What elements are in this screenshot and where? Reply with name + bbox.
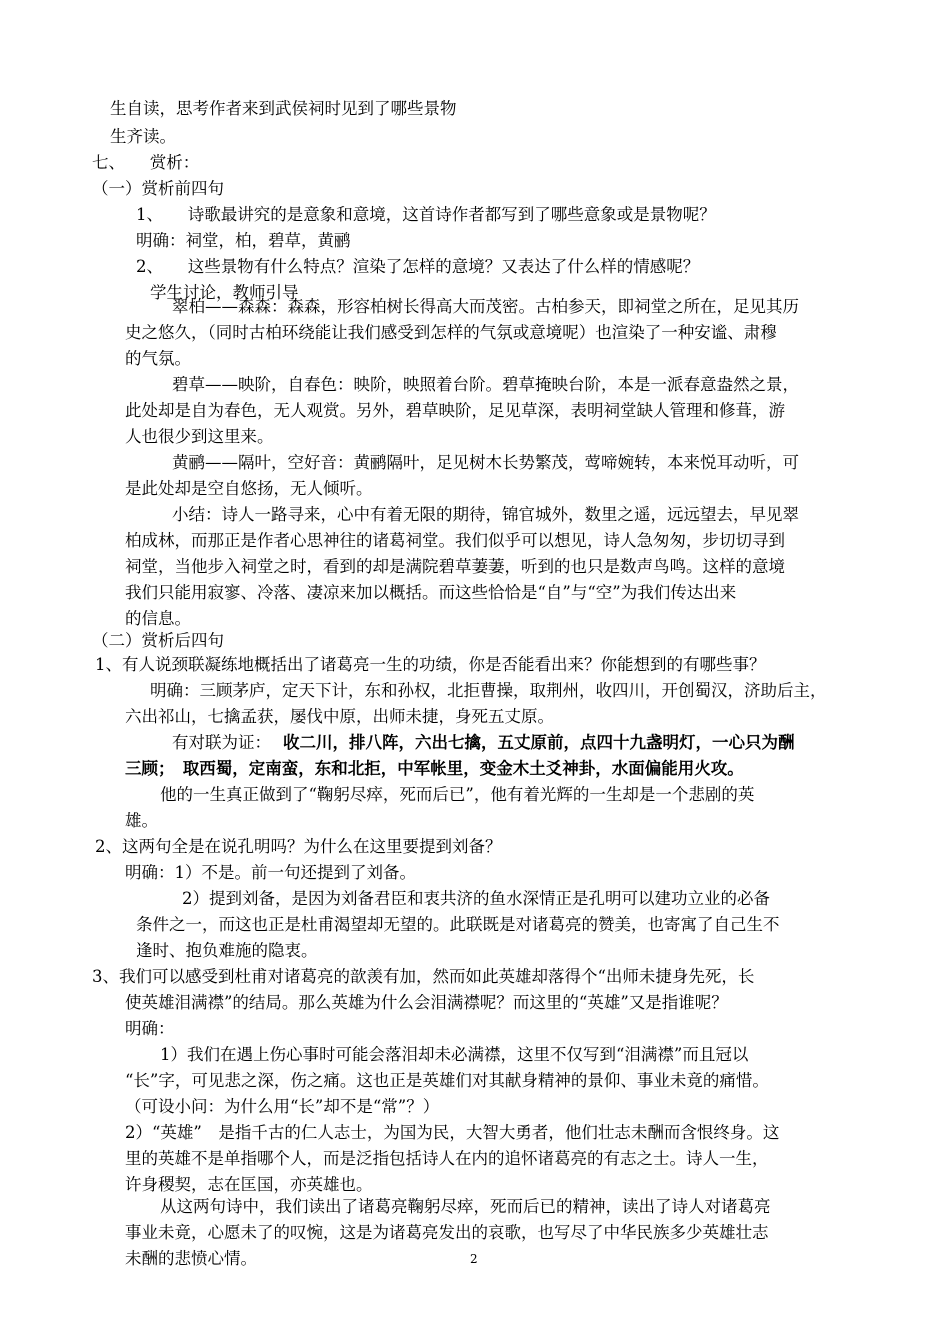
text-line: 2）“英雄” 是指千古的仁人志士，为国为民，大智大勇者，他们壮志未酬而含恨终身。这 [125,1123,780,1142]
text-line: 学生讨论，教师引导 [150,283,299,302]
text-line: 他的一生真正做到了“鞠躬尽瘁，死而后已”，他有着光辉的一生却是一个悲剧的英 [160,785,755,804]
text-line: 从这两句诗中，我们读出了诸葛亮鞠躬尽瘁，死而后已的精神，读出了诗人对诸葛亮 [160,1197,771,1216]
question-line: 2、 这些景物有什么特点？渲染了怎样的意境？又表达了什么样的情感呢？ [136,257,700,276]
text-line: 生齐读。 [110,127,176,146]
couplet-intro: 有对联为证： [172,733,271,752]
text-line: 明确：三顾茅庐，定天下计，东和孙权，北拒曹操，取荆州，收四川，开创蜀汉，济助后主， [150,681,827,700]
text-line: 此处却是自为春色，无人观赏。另外，碧草映阶，足见草深，表明祠堂缺人管理和修葺，游 [125,401,785,420]
text-line: 翠柏——森森：森森，形容柏树长得高大而茂密。古柏参天，即祠堂之所在，足见其历 [172,297,799,316]
text-line: 碧草——映阶，自春色：映阶，映照着台阶。碧草掩映台阶，本是一派春意盎然之景， [172,375,799,394]
text-line: 小结：诗人一路寻来，心中有着无限的期待，锦官城外，数里之遥，远远望去，早见翠 [172,505,799,524]
text-line: 里的英雄不是单指哪个人，而是泛指包括诗人在内的追怀诸葛亮的有志之士。诗人一生， [125,1149,769,1168]
text-line: 明确： [125,1019,175,1038]
couplet-line-2: 三顾； 取西蜀，定南蛮，东和北拒，中军帐里，变金木土爻神卦，水面偏能用火攻。 [125,759,744,778]
text-line: 使英雄泪满襟”的结局。那么英雄为什么会泪满襟呢？而这里的“英雄”又是指谁呢？ [125,993,728,1012]
text-line: 六出祁山，七擒孟获，屡伐中原，出师未捷，身死五丈原。 [125,707,554,726]
text-line: 未酬的悲愤心情。 [125,1249,257,1268]
question-line: 1、 诗歌最讲究的是意象和意境，这首诗作者都写到了哪些意象或是景物呢？ [136,205,716,224]
text-line: 黄鹂——隔叶，空好音：黄鹂隔叶，足见树木长势繁茂，莺啼婉转，本来悦耳动听，可 [172,453,799,472]
subsection-heading: （一）赏析前四句 [92,179,224,198]
text-line: 史之悠久，（同时古柏环绕能让我们感受到怎样的气氛或意境呢）也渲染了一种安谧、肃穆 [125,323,777,342]
section-heading: 七、 赏析： [92,153,200,172]
couplet-line-1: 收二川，排八阵，六出七擒，五丈原前，点四十九盏明灯，一心只为酬 [283,733,795,752]
text-line: 许身稷契，志在匡国，亦英雄也。 [125,1175,373,1194]
subsection-heading: （二）赏析后四句 [92,631,224,650]
text-line: 明确：祠堂，柏，碧草，黄鹂 [136,231,351,250]
text-line: 是此处却是空自悠扬，无人倾听。 [125,479,373,498]
question-line: 3、我们可以感受到杜甫对诸葛亮的歆羡有加，然而如此英雄却落得个“出师未捷身先死，长 [92,967,755,986]
text-line: 事业未竟，心愿未了的叹惋，这是为诸葛亮发出的哀歌，也写尽了中华民族多少英雄壮志 [125,1223,769,1242]
text-line: 的信息。 [125,609,191,628]
question-line: 2、这两句全是在说孔明吗？为什么在这里要提到刘备？ [95,837,502,856]
question-line: 1、有人说颈联凝练地概括出了诸葛亮一生的功绩，你是否能看出来？你能想到的有哪些事？ [95,655,766,674]
page-number: 2 [470,1252,478,1266]
text-line: 雄。 [125,811,158,830]
text-line: 的气氛。 [125,349,191,368]
text-line: 祠堂，当他步入祠堂之时，看到的却是满院碧草萋萋，听到的也只是数声鸟鸣。这样的意境 [125,557,785,576]
text-line: 我们只能用寂寥、冷落、凄凉来加以概括。而这些恰恰是“自”与“空”为我们传达出来 [125,583,737,602]
text-line: 明确：1）不是。前一句还提到了刘备。 [125,863,416,882]
text-line: 柏成林，而那正是作者心思神往的诸葛祠堂。我们似乎可以想见，诗人急匆匆，步切切寻到 [125,531,785,550]
text-line: 逢时、抱负难施的隐衷。 [136,941,318,960]
text-line: 人也很少到这里来。 [125,427,274,446]
text-line: “长”字，可见悲之深，伤之痛。这也正是英雄们对其献身精神的景仰、事业未竟的痛惜。 [125,1071,769,1090]
text-line: 条件之一，而这也正是杜甫渴望却无望的。此联既是对诸葛亮的赞美，也寄寓了自己生不 [136,915,780,934]
text-line: 1）我们在遇上伤心事时可能会落泪却未必满襟，这里不仅写到“泪满襟”而且冠以 [160,1045,749,1064]
text-line: 2）提到刘备，是因为刘备君臣和衷共济的鱼水深情正是孔明可以建功立业的必备 [182,889,770,908]
text-line: （可设小问：为什么用“长”却不是“常”？） [125,1097,440,1116]
text-line: 生自读，思考作者来到武侯祠时见到了哪些景物 [110,99,457,118]
